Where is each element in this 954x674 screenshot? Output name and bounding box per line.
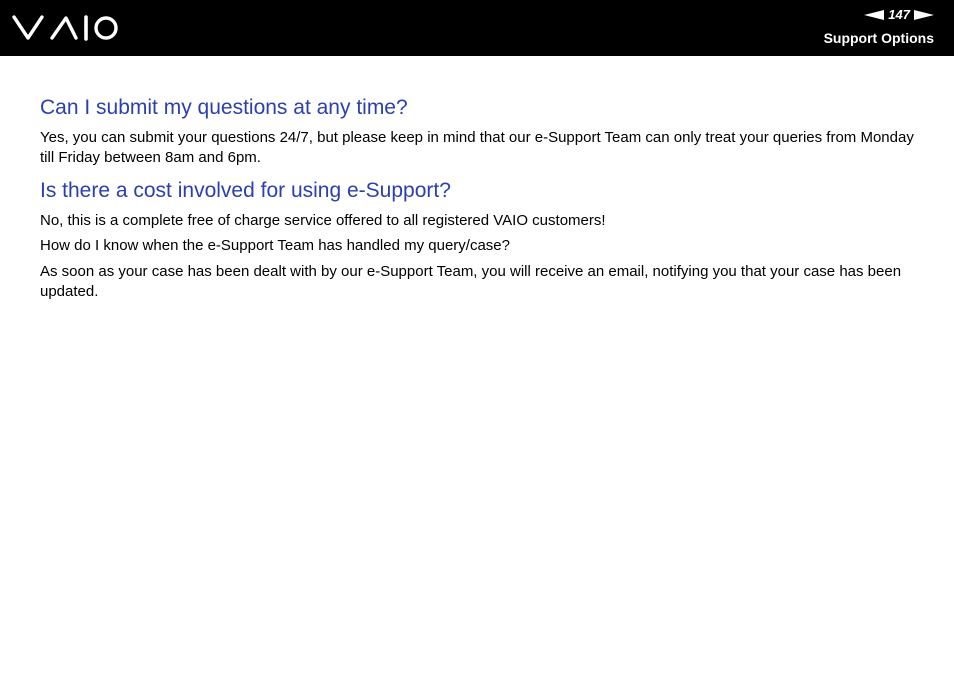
- triangle-left-icon[interactable]: [864, 9, 884, 21]
- section-title: Support Options: [823, 30, 934, 46]
- faq-answer-cost: No, this is a complete free of charge service offered to all registered VAIO customers!: [40, 212, 606, 229]
- page-content: [40, 93, 920, 302]
- page-header: [0, 0, 954, 56]
- triangle-right-icon[interactable]: [914, 9, 934, 21]
- faq-heading-cost: Is there a cost involved for using e-Support?: [40, 179, 451, 202]
- faq-answer-submit-anytime: Yes, you can submit your questions 24/7, but please keep in mind that our e-Support Team can only treat your queries from Monday till Friday between 8am and 6pm.: [40, 129, 914, 166]
- page-number: 147: [888, 7, 910, 22]
- faq-heading-submit-anytime: Can I submit my questions at any time?: [40, 96, 408, 119]
- faq-question-handled: How do I know when the e-Support Team has handled my query/case?: [40, 237, 510, 254]
- faq-answer-handled: As soon as your case has been dealt with by our e-Support Team, you will receive an email, notifying you that your case has been updated.: [40, 263, 902, 300]
- vaio-logo: [12, 13, 122, 43]
- page-navigation: [864, 6, 934, 24]
